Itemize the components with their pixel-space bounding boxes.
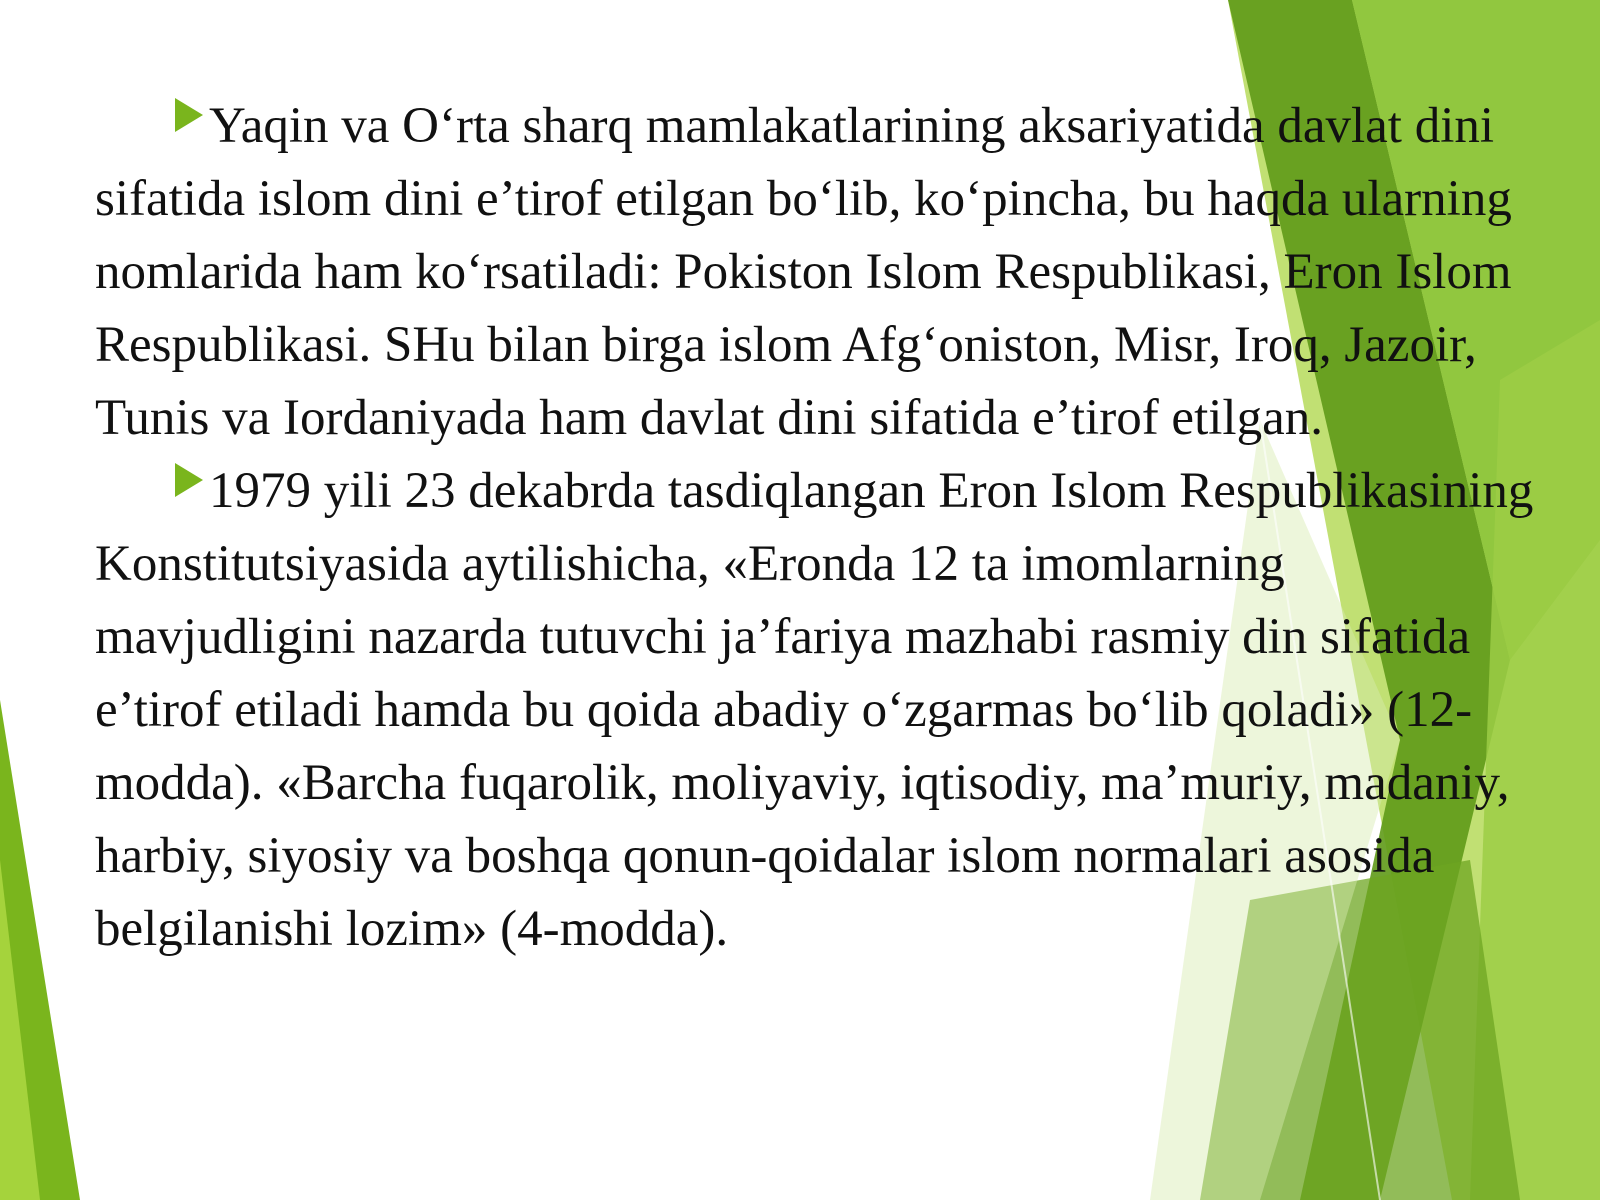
slide-body <box>95 90 1535 966</box>
paragraph-2 <box>95 455 1535 966</box>
paragraph-2-text: 1979 yili 23 dekabrda tasdiqlangan Eron Islom Respublikasining Konstitutsiyasida aytilishicha, «Eronda 12 ta imomlarning mavjudligini nazarda tutuvchi ja’fariya mazhabi rasmiy din sifatida e’tirof etiladi hamda bu qoida abadiy o‘zgarmas bo‘lib qoladi» (12-modda). «Barcha fuqarolik, moliyaviy, iqtisodiy, ma’muriy, madaniy, harbiy, siyosiy va boshqa qonun-qoidalar islom normalari asosida belgilanishi lozim» (4-modda). <box>95 463 1534 957</box>
green-triangle-bullet-icon <box>175 98 203 132</box>
paragraph-1 <box>95 90 1535 455</box>
green-triangle-bullet-icon <box>175 463 203 497</box>
paragraph-1-text: Yaqin va O‘rta sharq mamlakatlarining aksariyatida davlat dini sifatida islom dini e’tirof etilgan bo‘lib, ko‘pincha, bu haqda ularning nomlarida ham ko‘rsatiladi: Pokiston Islom Respublikasi, Eron Islom Respublikasi. SHu bilan birga islom Afg‘oniston, Misr, Iroq, Jazoir, Tunis va Iordaniyada ham davlat dini sifatida e’tirof etilgan. <box>95 98 1512 446</box>
